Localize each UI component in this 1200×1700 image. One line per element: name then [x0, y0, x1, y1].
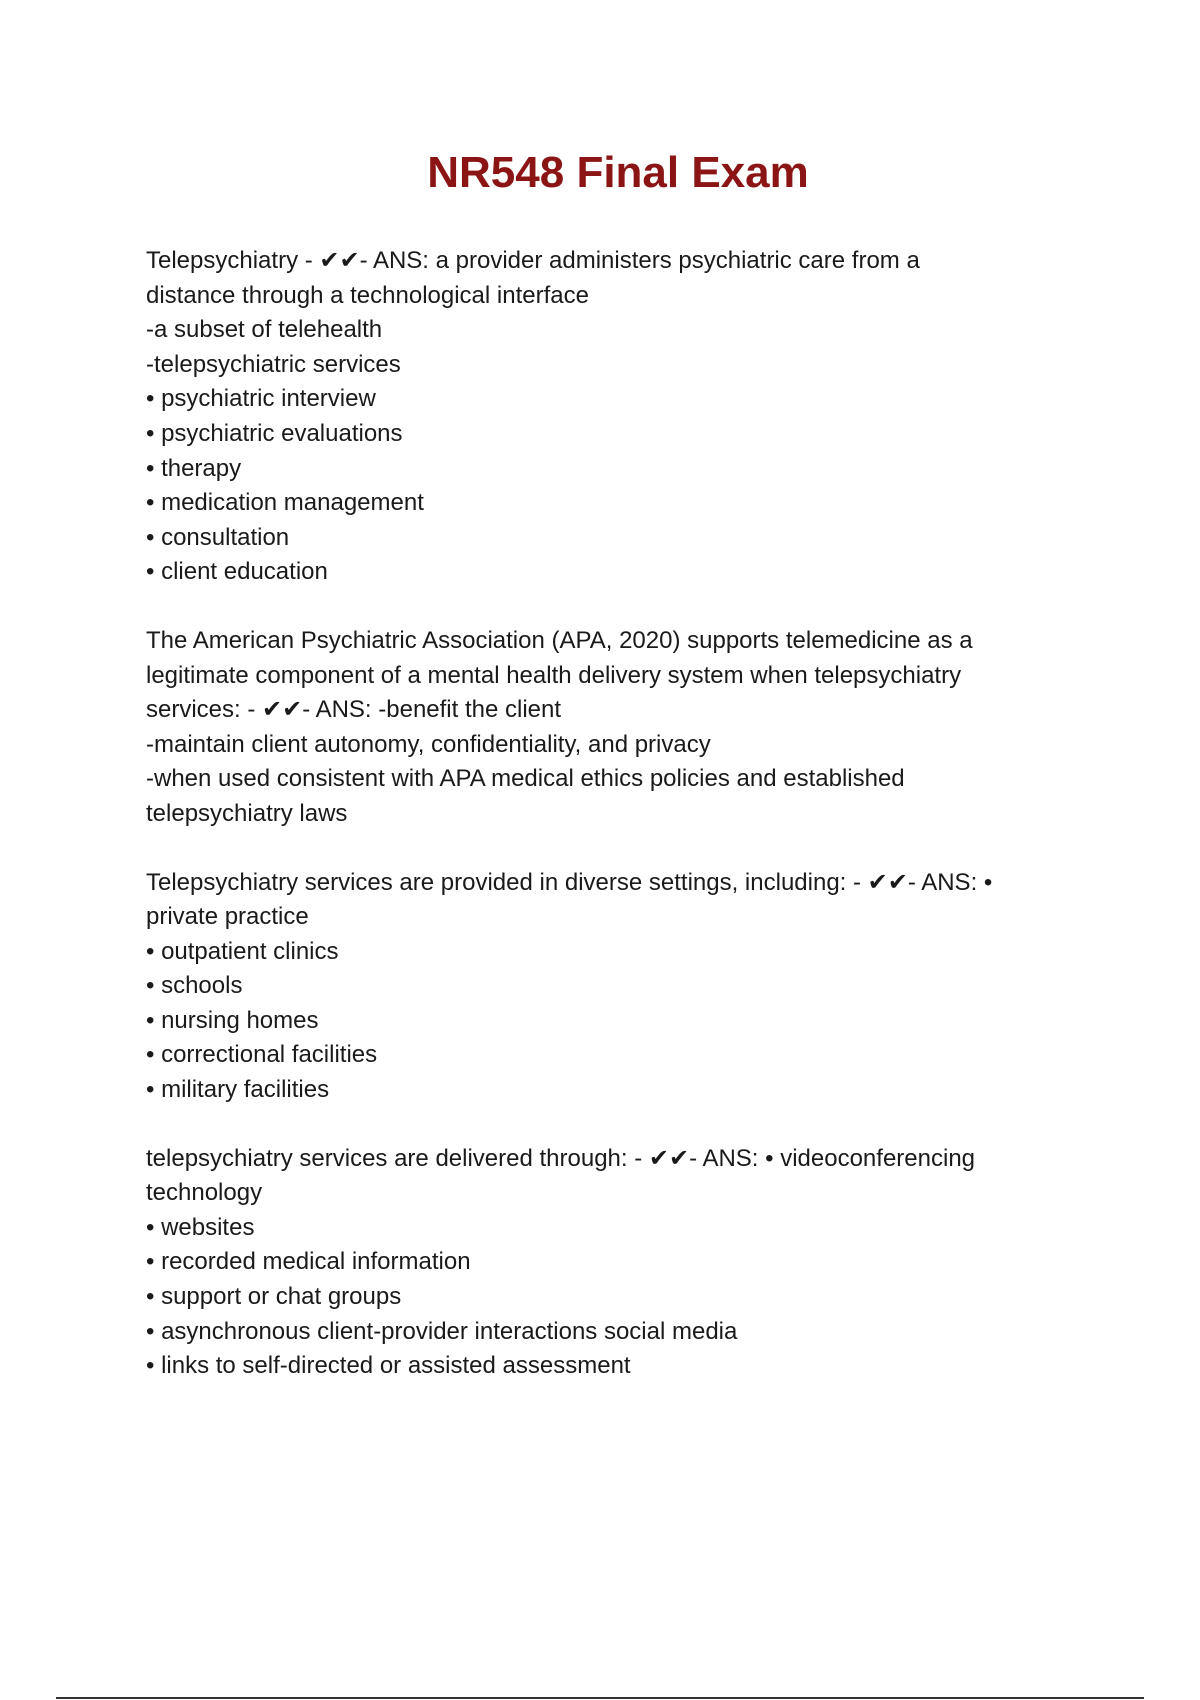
page-bottom-rule	[56, 1697, 1144, 1699]
text-line: -when used consistent with APA medical ethics policies and established	[146, 765, 905, 793]
text-line: -telepsychiatric services	[146, 350, 401, 378]
text-line: -a subset of telehealth	[146, 316, 383, 344]
list-item: • outpatient clinics	[146, 937, 339, 965]
text-line: telepsychiatry services are delivered through: - ✔✔- ANS: • videoconferencing	[146, 1144, 976, 1172]
qa-block-telepsychiatry-definition	[146, 244, 1086, 590]
text-line: legitimate component of a mental health delivery system when telepsychiatry	[146, 661, 962, 689]
list-item: • consultation	[146, 523, 290, 551]
list-item: • support or chat groups	[146, 1283, 402, 1311]
list-item: • client education	[146, 558, 328, 586]
list-item: • psychiatric evaluations	[146, 419, 403, 447]
qa-block-delivery	[146, 1142, 1086, 1384]
list-item: • recorded medical information	[146, 1248, 471, 1276]
text-line: services: - ✔✔- ANS: -benefit the client	[146, 696, 562, 724]
list-item: • correctional facilities	[146, 1041, 378, 1069]
text-line: Telepsychiatry services are provided in diverse settings, including: - ✔✔- ANS: •	[146, 868, 993, 896]
text-line: The American Psychiatric Association (APA, 2020) supports telemedicine as a	[146, 626, 973, 654]
list-item: • military facilities	[146, 1076, 330, 1104]
document-body	[146, 244, 1086, 1418]
text-line: distance through a technological interface	[146, 281, 589, 309]
text-line: technology	[146, 1179, 263, 1207]
qa-block-settings	[146, 866, 1086, 1108]
list-item: • websites	[146, 1213, 255, 1241]
list-item: • medication management	[146, 489, 424, 517]
list-item: • psychiatric interview	[146, 385, 376, 413]
list-item: • asynchronous client-provider interactions social media	[146, 1317, 738, 1345]
text-line: Telepsychiatry - ✔✔- ANS: a provider administers psychiatric care from a	[146, 247, 920, 274]
text-line: -maintain client autonomy, confidentiality, and privacy	[146, 730, 711, 758]
list-item: • schools	[146, 972, 243, 1000]
text-line: telepsychiatry laws	[146, 799, 348, 827]
list-item: • links to self-directed or assisted assessment	[146, 1352, 631, 1380]
list-item: • nursing homes	[146, 1006, 319, 1034]
text-line: private practice	[146, 903, 309, 931]
qa-block-apa-support	[146, 624, 1086, 832]
list-item: • therapy	[146, 454, 242, 482]
page-title: NR548 Final Exam	[427, 148, 809, 197]
